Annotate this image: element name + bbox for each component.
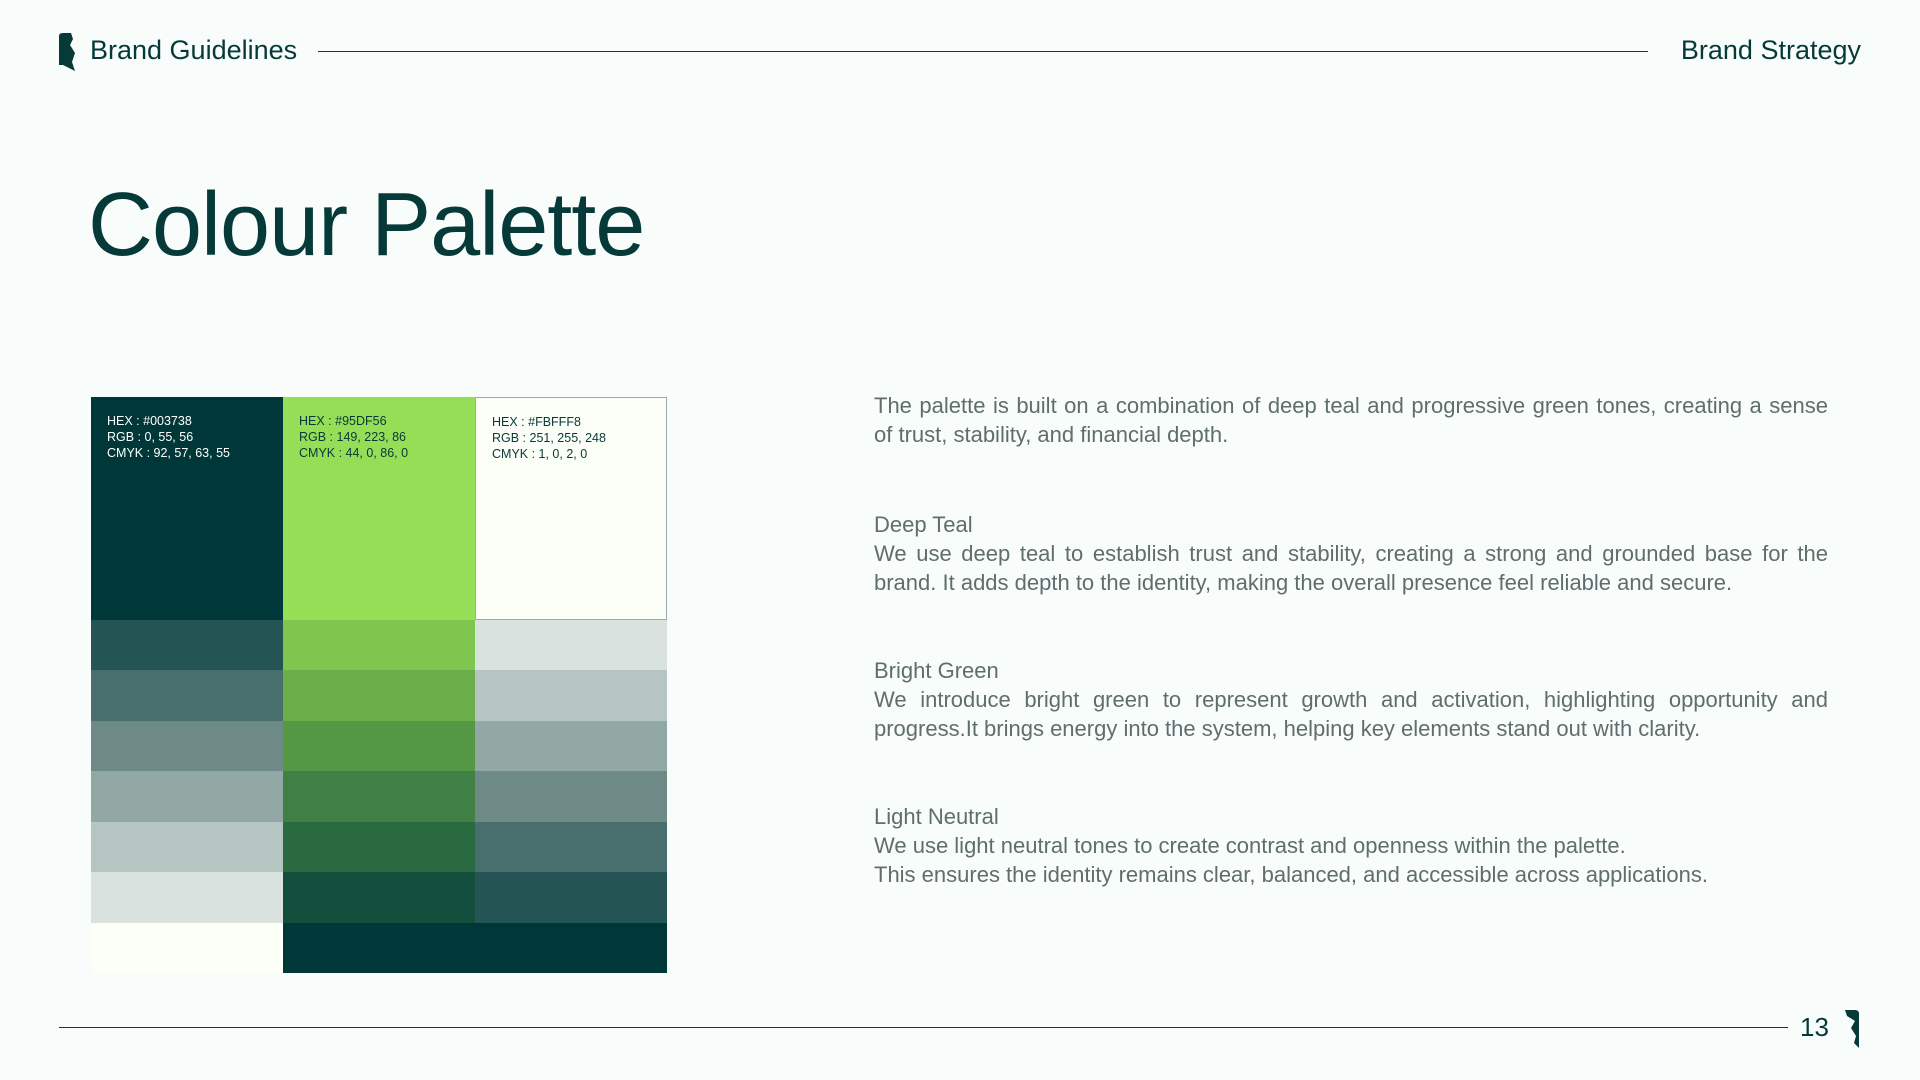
swatch-hex-label: HEX : #003738 [107, 414, 192, 428]
tint-swatch [283, 721, 475, 771]
page-title: Colour Palette [88, 175, 645, 275]
tint-swatch [91, 771, 283, 821]
tint-swatch [475, 923, 667, 973]
description-text: We use deep teal to establish trust and stability, creating a strong and grounded base for the brand. It adds depth to the identity, making the overall presence feel reliable and secure. [874, 541, 1828, 595]
description-text-line-2: This ensures the identity remains clear, balanced, and accessible across applications. [874, 862, 1709, 887]
swatch-cmyk-label: CMYK : 44, 0, 86, 0 [299, 446, 409, 460]
tint-swatch [475, 822, 667, 872]
description-text-line-1: We use light neutral tones to create contrast and openness within the palette. [874, 833, 1626, 858]
tint-swatch [283, 670, 475, 720]
tint-swatch [91, 620, 283, 670]
header-brand-guidelines: Brand Guidelines [90, 35, 298, 65]
palette-column-deep-teal [91, 397, 283, 973]
swatch-cmyk-label: CMYK : 1, 0, 2, 0 [492, 447, 588, 461]
description-light-neutral [874, 802, 1828, 889]
palette-intro: The palette is built on a combination of deep teal and progressive green tones, creating a sense of trust, stability, and financial depth. [874, 393, 1828, 447]
page-number: 13 [1800, 1012, 1829, 1042]
tint-swatch [91, 721, 283, 771]
description-text: We introduce bright green to represent growth and activation, highlighting opportunity and progress.It brings energy into the system, helping key elements stand out with clarity. [874, 687, 1828, 741]
swatch-rgb-label: RGB : 149, 223, 86 [299, 430, 407, 444]
tint-swatch [475, 670, 667, 720]
brand-logo-icon [59, 33, 75, 71]
description-title: Bright Green [874, 658, 999, 683]
main-swatch [283, 397, 475, 620]
swatch-rgb-label: RGB : 0, 55, 56 [107, 430, 194, 444]
tint-swatch [91, 670, 283, 720]
tint-swatch [475, 620, 667, 670]
tint-swatch [475, 771, 667, 821]
swatch-rgb-label: RGB : 251, 255, 248 [492, 431, 606, 445]
tint-swatch [283, 872, 475, 922]
palette-column-bright-green [283, 397, 475, 973]
swatch-cmyk-label: CMYK : 92, 57, 63, 55 [107, 446, 230, 460]
description-deep-teal [874, 510, 1828, 597]
footer-divider [59, 1027, 1788, 1028]
palette-description [874, 391, 1828, 948]
swatch-hex-label: HEX : #FBFFF8 [492, 415, 581, 429]
tint-swatch [91, 923, 283, 973]
colour-palette-grid [91, 397, 667, 973]
main-swatch [475, 397, 667, 620]
description-title: Deep Teal [874, 512, 973, 537]
tint-swatch [475, 721, 667, 771]
tint-swatch [283, 620, 475, 670]
description-title: Light Neutral [874, 804, 999, 829]
header-brand-strategy: Brand Strategy [1680, 35, 1861, 65]
header-divider [318, 51, 1648, 52]
tint-swatch [91, 872, 283, 922]
description-bright-green [874, 656, 1828, 743]
swatch-hex-label: HEX : #95DF56 [299, 414, 387, 428]
tint-swatch [283, 771, 475, 821]
main-swatch [91, 397, 283, 620]
palette-column-light-neutral [475, 397, 667, 973]
tint-swatch [283, 822, 475, 872]
tint-swatch [283, 923, 475, 973]
tint-swatch [475, 872, 667, 922]
brand-logo-icon [1843, 1010, 1859, 1048]
tint-swatch [91, 822, 283, 872]
